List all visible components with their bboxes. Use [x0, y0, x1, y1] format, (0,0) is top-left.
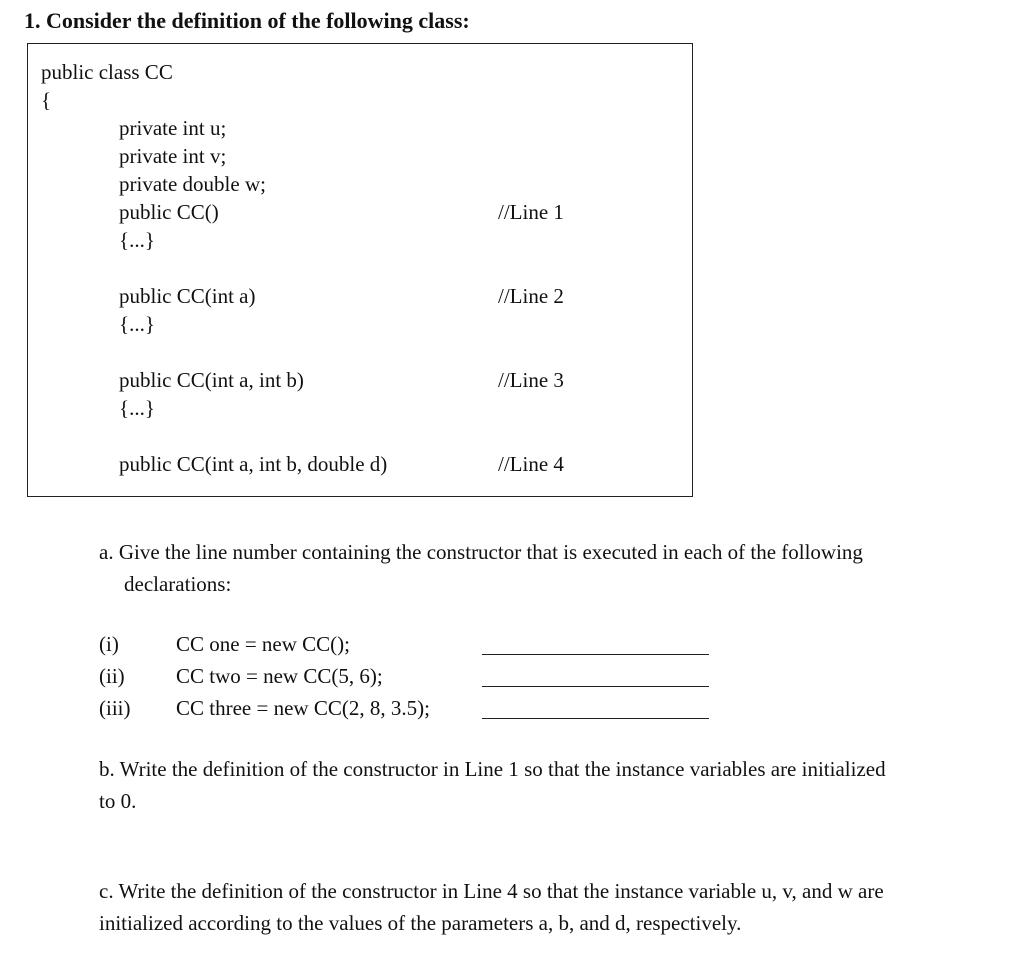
- code-line: {...}: [119, 396, 155, 420]
- code-line: public CC(int a, int b): [119, 368, 304, 392]
- part-a-prompt-cont: declarations:: [124, 572, 232, 596]
- code-line: {...}: [119, 312, 155, 336]
- code-line: public class CC: [41, 60, 173, 84]
- declaration-number: (i): [99, 632, 119, 656]
- declaration-number: (ii): [99, 664, 125, 688]
- answer-blank[interactable]: [482, 718, 709, 719]
- declaration-code: CC one = new CC();: [176, 632, 350, 656]
- part-b-prompt-cont: to 0.: [99, 789, 137, 813]
- question-title: 1. Consider the definition of the following class:: [24, 8, 470, 33]
- line-comment: //Line 4: [498, 452, 564, 476]
- answer-blank[interactable]: [482, 686, 709, 687]
- code-line: public CC(): [119, 200, 219, 224]
- answer-blank[interactable]: [482, 654, 709, 655]
- code-line: private double w;: [119, 172, 266, 196]
- line-comment: //Line 1: [498, 200, 564, 224]
- code-line: {...}: [119, 228, 155, 252]
- part-a-prompt: a. Give the line number containing the constructor that is executed in each of the following: [99, 540, 863, 564]
- code-line: public CC(int a, int b, double d): [119, 452, 388, 476]
- code-line: private int u;: [119, 116, 227, 140]
- code-line: private int v;: [119, 144, 227, 168]
- declaration-code: CC two = new CC(5, 6);: [176, 664, 383, 688]
- line-comment: //Line 2: [498, 284, 564, 308]
- code-line: {: [41, 88, 52, 112]
- part-b-prompt: b. Write the definition of the constructor in Line 1 so that the instance variables are initialized: [99, 757, 886, 781]
- code-block: [27, 43, 693, 497]
- code-line: public CC(int a): [119, 284, 256, 308]
- declaration-number: (iii): [99, 696, 131, 720]
- line-comment: //Line 3: [498, 368, 564, 392]
- declaration-code: CC three = new CC(2, 8, 3.5);: [176, 696, 430, 720]
- part-c-prompt: c. Write the definition of the constructor in Line 4 so that the instance variable u, v, and w are: [99, 879, 884, 903]
- part-c-prompt-cont: initialized according to the values of the parameters a, b, and d, respectively.: [99, 911, 742, 935]
